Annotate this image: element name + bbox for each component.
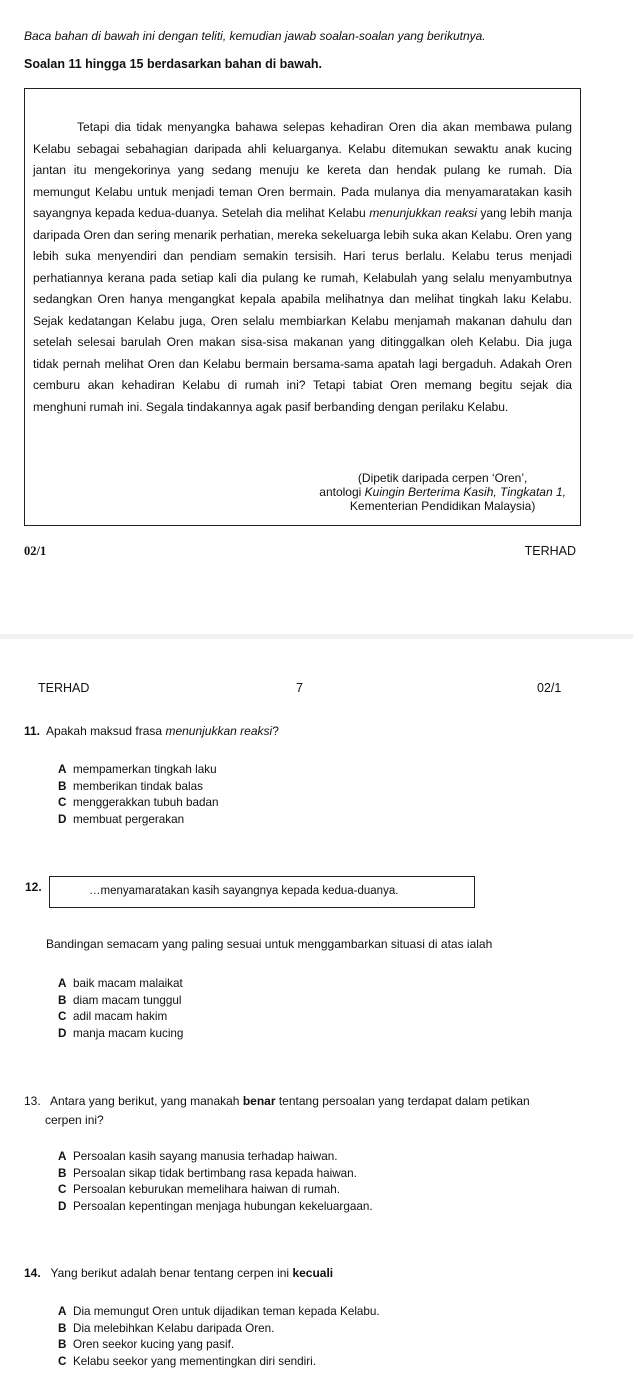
page-number: 7 bbox=[296, 681, 303, 695]
question-13-options bbox=[58, 1149, 373, 1215]
option[interactable]: B Oren seekor kucing yang pasif. bbox=[58, 1338, 235, 1351]
option[interactable]: A mempamerkan tingkah laku bbox=[58, 763, 217, 776]
option[interactable]: B Persoalan sikap tidak bertimbang rasa kepada haiwan. bbox=[58, 1166, 357, 1180]
source-line-1: (Dipetik daripada cerpen ‘Oren’, bbox=[357, 471, 528, 485]
question-11-options bbox=[58, 762, 219, 828]
option[interactable]: A Dia memungut Oren untuk dijadikan teman kepada Kelabu. bbox=[58, 1305, 380, 1318]
passage-text-2: yang lebih manja daripada Oren dan sering menarik perhatian, mereka sekeluarga lebih suka akan Kelabu. Oren yang lebih suka menyendiri dan pendiam semakin tersisih. Hari terus berlalu. Kelabu terus menjadi perhatiannya kerana pada setiap kali dia pulang ke rumah, Kelabulah yang selalu menyambutnya sedangkan Oren hanya mengangkat kepala apabila melihatnya dan melihat tingkah laku Kelabu. Sejak kedatangan Kelabu juga, Oren selalu membiarkan Kelabu menjamah makanan dahulu dan setelah selesai barulah Oren makan sisa-sisa makanan yang ditinggalkan oleh Kelabu. Dia juga tidak pernah melihat Oren dan Kelabu bermain bersama-sama apatah lagi bergaduh. Adakah Oren cemburu akan kehadiran Kelabu di rumah ini? Tetapi tabiat Oren memang begitu sejak dia menghuni rumah ini. Segala tindakannya agak pasif berbanding dengan perilaku Kelabu. bbox=[33, 206, 573, 414]
option[interactable]: C adil macam hakim bbox=[58, 1010, 168, 1023]
option[interactable]: D membuat pergerakan bbox=[58, 812, 185, 826]
passage-paragraph bbox=[33, 117, 572, 418]
restricted-header: TERHAD bbox=[38, 681, 90, 695]
question-12-number: 12. bbox=[25, 880, 42, 894]
passage-box bbox=[24, 88, 581, 526]
question-12-options bbox=[58, 976, 183, 1042]
passage-italic-phrase: menunjukkan reaksi bbox=[369, 206, 477, 220]
page-separator bbox=[0, 634, 633, 639]
option[interactable]: A Persoalan kasih sayang manusia terhadap haiwan. bbox=[58, 1150, 338, 1163]
restricted-footer: TERHAD bbox=[524, 544, 576, 558]
question-13: 13. Antara yang berikut, yang manakah benar tentang persoalan yang terdapat dalam petikan cerpen ini? bbox=[24, 1094, 530, 1127]
option[interactable]: C menggerakkan tubuh badan bbox=[58, 796, 219, 809]
option[interactable]: D manja macam kucing bbox=[58, 1026, 184, 1040]
source-line-2: antologi Kuingin Berterima Kasih, Tingkatan 1, bbox=[319, 485, 566, 499]
question-14-options bbox=[58, 1304, 380, 1370]
question-14: 14. Yang berikut adalah benar tentang cerpen ini kecuali bbox=[24, 1266, 334, 1280]
option[interactable]: B diam macam tunggul bbox=[58, 993, 182, 1007]
passage-source bbox=[319, 471, 566, 513]
quote-box: …menyamaratakan kasih sayangnya kepada kedua-duanya. bbox=[49, 876, 475, 908]
question-12-text: Bandingan semacam yang paling sesuai untuk menggambarkan situasi di atas ialah bbox=[46, 937, 493, 951]
option[interactable]: C Kelabu seekor yang mementingkan diri sendiri. bbox=[58, 1354, 316, 1368]
section-subheading: Soalan 11 hingga 15 berdasarkan bahan di bawah. bbox=[24, 57, 323, 71]
option[interactable]: A baik macam malaikat bbox=[58, 977, 183, 990]
option[interactable]: C Persoalan keburukan memelihara haiwan di rumah. bbox=[58, 1183, 341, 1196]
page-code-header: 02/1 bbox=[537, 681, 562, 695]
option[interactable]: B Dia melebihkan Kelabu daripada Oren. bbox=[58, 1321, 275, 1335]
question-11: 11. Apakah maksud frasa menunjukkan reaksi? bbox=[24, 724, 279, 738]
instruction-text: Baca bahan di bawah ini dengan teliti, kemudian jawab soalan-soalan yang berikutnya. bbox=[24, 29, 486, 43]
option[interactable]: D Persoalan kepentingan menjaga hubungan kekeluargaan. bbox=[58, 1199, 373, 1213]
page-code-footer: 02/1 bbox=[24, 544, 47, 558]
option[interactable]: B memberikan tindak balas bbox=[58, 779, 203, 793]
source-line-3: Kementerian Pendidikan Malaysia) bbox=[349, 499, 536, 513]
passage-text-1: Tetapi dia tidak menyangka bahawa selepas kehadiran Oren dia akan membawa pulang Kelabu sebagai sebahagian daripada ahli keluarganya. Kelabu ditemukan sewaktu anak kucing jantan itu mengekorinya yang sedang menuju ke kereta dan hendak pulang ke rumah. Dia memungut Kelabu untuk menjadi teman Oren bermain. Pada mulanya dia menyamaratakan kasih sayangnya kepada kedua-duanya. Setelah dia melihat Kelabu bbox=[33, 120, 572, 220]
